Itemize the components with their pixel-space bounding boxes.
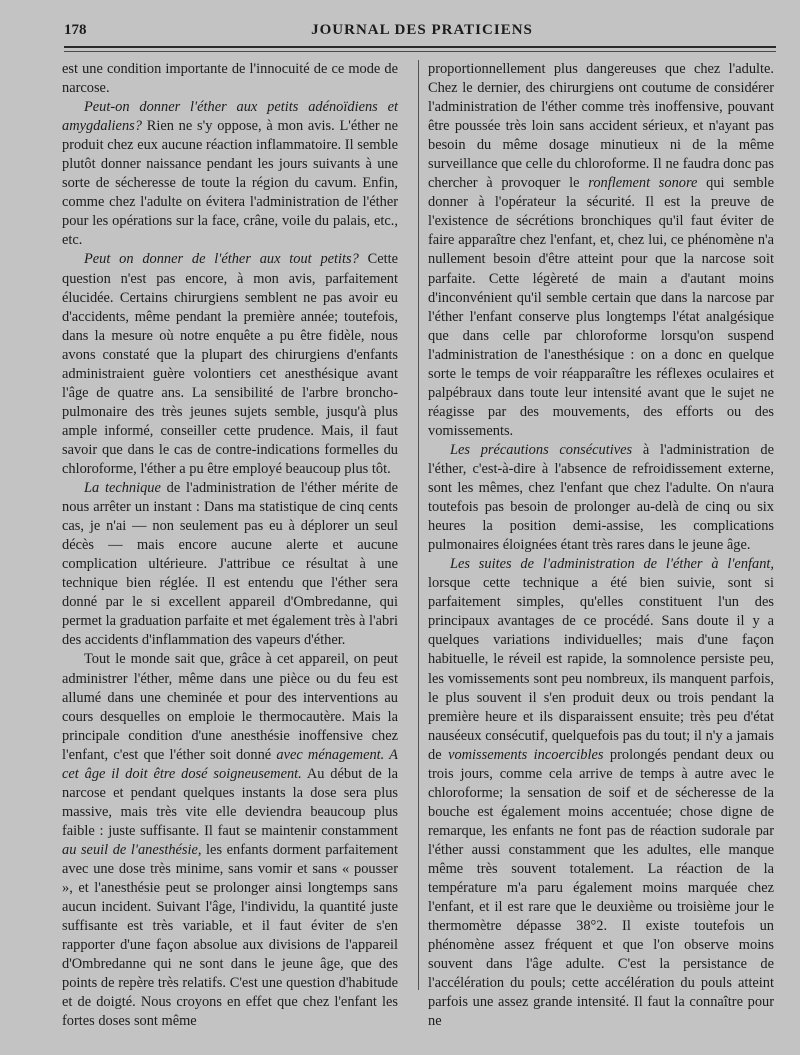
paragraph: La technique de l'administration de l'éther mérite de nous arrêter un instant : Dans ma statistique de cinq cents cas, je n'ai — non seulement pas eu à déplorer un seul décès — mais encore aucune alerte et aucune complication ultérieure. J'attribue ce résultat à une technique bien réglée. Il est entendu que l'éther sera donné par le si excellent appareil d'Ombredanne, qui permet la graduation parfaite et met également très à l'abri des accidents d'inflammation des vapeurs d'éther.	[62, 480, 398, 649]
paragraph: Les suites de l'administration de l'éther à l'enfant, lorsque cette technique a été bien suivie, sont si parfaitement simples, qu'elles constituent l'un des principaux avantages de ce procédé. Sans doute il y a quelques variations individuelles; mais d'une façon habituelle, le réveil est rapide, la somnolence persiste peu, les vomissements sont peu nombreux, ils manquent parfois, le plus souvent il s'en produit deux ou trois pendant la première heure et ils disparaissent ensuite; très peu d'état nauséeux consécutif, quelquefois pas du tout; il n'y a jamais de vomissements incoercibles prolongés pendant deux ou trois jours, comme cela arrive de temps à autre avec le chloroforme; la sensation de soif et de sécheresse de la bouche est également moins accentuée; chose digne de remarque, les enfants ne font pas de réaction sudorale par l'éther aussi constamment que les adultes, elle manque même très souvent totalement. La réaction de la température m'a paru également moins marquée chez l'enfant, et il est rare que le deuxième ou troisième jour le thermomètre dépasse 38°2. Il existe toutefois un phénomène assez fréquent et que l'on observe moins souvent dans l'âge adulte. C'est la persistance de l'accélération du pouls; cette accélération du pouls atteint parfois une assez grande intensité. Il faut la connaître pour ne	[428, 556, 775, 1030]
journal-title: JOURNAL DES PRATICIENS	[311, 22, 533, 38]
header-rule-thin	[64, 51, 776, 52]
page-number: 178	[64, 22, 87, 38]
column-divider	[418, 60, 419, 990]
header-rule	[64, 46, 776, 48]
paragraph: Peut-on donner l'éther aux petits adénoïdiens et amygdaliens? Rien ne s'y oppose, à mon avis. L'éther ne produit chez eux aucune réaction inflammatoire. Il semble plutôt donner naissance pendant les jours suivants à une sorte de sécheresse de toute la région du cavum. Enfin, comme chez l'adulte on évitera l'administration de l'éther pour les opérations sur la face, crâne, voile du palais, etc., etc.	[62, 99, 398, 249]
right-column	[428, 60, 774, 1031]
page-header	[64, 22, 780, 44]
paragraph: est une condition importante de l'innocuité de ce mode de narcose.	[62, 61, 398, 97]
left-column	[62, 60, 398, 1031]
paragraph: Peut on donner de l'éther aux tout petits? Cette question n'est pas encore, à mon avis, parfaitement élucidée. Certains chirurgiens semblent ne pas avoir eu d'accidents, même pendant la première année; toutefois, dans la mesure où notre enquête a pu être fidèle, nous avons constaté que la plupart des chirurgiens d'enfants administraient guère volontiers cet anesthésique avant l'âge de quatre ans. La sensibilité de l'arbre broncho-pulmonaire des très jeunes sujets semble, jusqu'à plus ample informé, conseiller cette prudence. Mais, il faut savoir que dans le cas de contre-indications formelles du chloroforme, l'éther a pu être employé beaucoup plus tôt.	[62, 251, 399, 477]
paragraph: Tout le monde sait que, grâce à cet appareil, on peut administrer l'éther, même dans une pièce ou du feu est allumé dans une cheminée et pour des interventions au cours desquelles on emploie le thermocautère. Mais la principale condition d'une anesthésie inoffensive chez l'enfant, c'est que l'éther soit donné avec ménagement. A cet âge il doit être dosé soigneusement. Au début de la narcose et pendant quelques instants la dose sera plus massive, mais très vite elle deviendra beaucoup plus faible : juste suffisante. Il faut se maintenir constamment au seuil de l'anesthésie, les enfants dorment parfaitement avec une dose très minime, sans vomir et sans « pousser », et l'anesthésie peut se prolonger ainsi longtemps sans aucun incident. Suivant l'âge, l'individu, la quantité juste suffisante est très variable, et il faut éviter de s'en rapporter d'une façon absolue aux divisions de l'appareil d'Ombredanne qui ne sont dans le jeune âge, que des points de repère très relatifs. C'est une question d'habitude et de doigté. Nous croyons en effet que chez l'enfant les fortes doses sont même	[62, 651, 398, 1030]
paragraph: proportionnellement plus dangereuses que chez l'adulte. Chez le dernier, des chirurgiens ont coutume de considérer l'administration de l'éther comme très inoffensive, pouvant être poussée très loin sans accident sérieux, et n'ayant pas besoin du même dosage minutieux ni de la même surveillance que celle du chloroforme. Il ne faudra donc pas chercher à provoquer le ronflement sonore qui semble donner à l'opérateur la sécurité. Il est la preuve de l'existence de sécrétions bronchiques qu'il faut éviter de faire apparaître chez l'enfant, et, chez lui, ce phénomène n'a nullement besoin d'être atteint pour que la narcose soit parfaite. Cette légèreté de main a d'autant moins d'inconvénient qu'il semble certain que dans la narcose par l'éther l'enfant conserve plus longtemps l'état analgésique que dans celle par chloroforme lorsqu'on suspend l'administration de l'anesthésique : on a donc en quelque sorte le temps de voir réapparaître les réflexes oculaires et palpébraux dans toute leur intensité avant que le sujet ne réagisse par des mouvements, des efforts ou des vomissements.	[428, 61, 774, 439]
paragraph: Les précautions consécutives à l'administration de l'éther, c'est-à-dire à l'absence de refroidissement externe, sont les mêmes, chez l'enfant que chez l'adulte. On n'aura toutefois pas besoin de prolonger au-delà de cinq ou six heures la position demi-assise, les complications pulmonaires éloignées étant très rares dans le jeune âge.	[428, 441, 774, 554]
